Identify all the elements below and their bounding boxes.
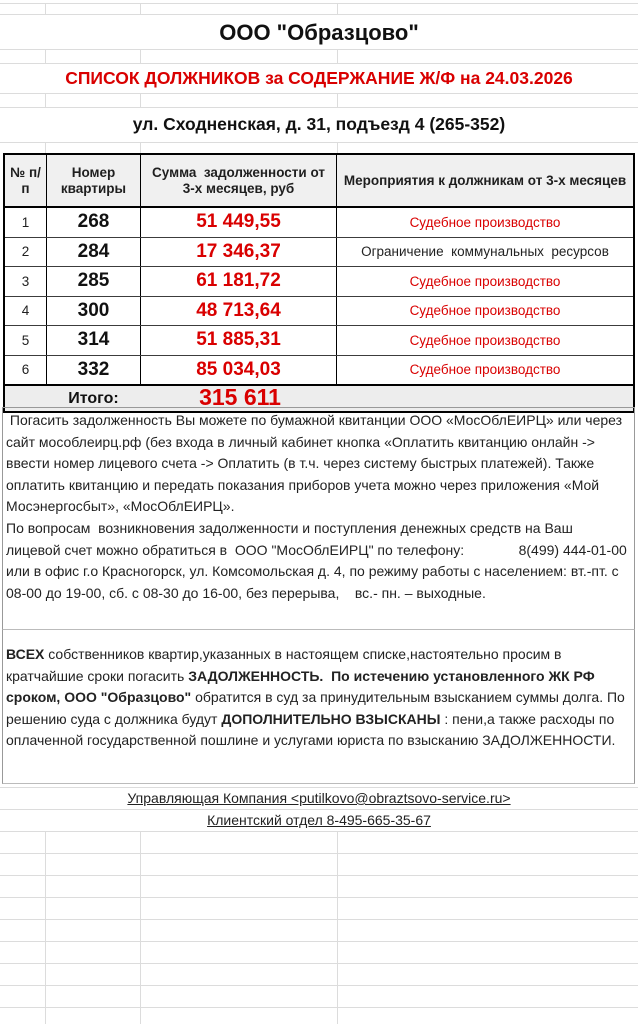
- header-row-number: № п/п: [5, 155, 47, 206]
- debtors-list-title: СПИСОК ДОЛЖНИКОВ за СОДЕРЖАНИЕ Ж/Ф на 24.03.2026: [65, 68, 573, 88]
- gridline: [140, 831, 141, 1024]
- gridline: [0, 3, 638, 4]
- table-row: [5, 238, 633, 268]
- debtor-action: Судебное производство: [409, 362, 561, 378]
- table-row: [5, 326, 633, 356]
- apartment-number: 300: [47, 297, 141, 326]
- gridline: [45, 142, 46, 153]
- warning-seg: обратится в суд за принудительным взысканием суммы долга. По решению суда с должника будут: [6, 689, 629, 727]
- warning-seg-bold: ЗАДОЛЖЕННОСТЬ. По истечению установленного ЖК РФ сроком, ООО "Образцово": [6, 667, 599, 706]
- header-actions: Мероприятия к должникам от 3-х месяцев: [343, 172, 627, 188]
- row-number: 5: [5, 326, 47, 355]
- table-row: [5, 208, 633, 238]
- gridline: [0, 985, 638, 986]
- apartment-number: 268: [47, 208, 141, 237]
- company-title: ООО "Образцово": [219, 20, 419, 45]
- apartment-number: 285: [47, 267, 141, 296]
- building-address: ул. Сходненская, д. 31, подъезд 4 (265-352): [132, 114, 506, 134]
- table-row: [5, 356, 633, 387]
- gridline: [337, 142, 338, 153]
- row-number: 4: [5, 297, 47, 326]
- gridline: [45, 3, 46, 14]
- debtor-action: Судебное производство: [409, 332, 561, 348]
- gridline: [140, 49, 141, 63]
- row-number: 6: [5, 356, 47, 385]
- debt-amount: 85 034,03: [141, 356, 337, 385]
- row-number: 3: [5, 267, 47, 296]
- apartment-number: 332: [47, 356, 141, 385]
- debtor-action: Судебное производство: [409, 273, 561, 289]
- gridline: [0, 963, 638, 964]
- gridline: [337, 49, 338, 63]
- gridline: [45, 93, 46, 107]
- row-number: 2: [5, 238, 47, 267]
- payment-paragraph-2: По вопросам возникновения задолженности и поступления денежных средств на Ваш лицевой счет можно обратиться в ООО "МосОблЕИРЦ" по телефону: 8(499) 444-01-00 или в офис г.о Красногорск, ул. Комсомольская д. 4, по режиму работы с населением: вт.-пт. с 08-00 до 19-00, сб. с 08-30 до 16-00, без перерыва, вс.- пн. – выходные.: [6, 519, 631, 601]
- gridline: [45, 831, 46, 1024]
- management-company-email-link[interactable]: Управляющая Компания <putilkovo@obraztsovo-service.ru>: [127, 790, 511, 806]
- gridline: [0, 831, 638, 832]
- gridline: [0, 919, 638, 920]
- client-department-phone-link[interactable]: Клиентский отдел 8-495-665-35-67: [207, 812, 431, 828]
- warning-paragraph: [6, 644, 631, 752]
- debt-amount: 17 346,37: [141, 238, 337, 267]
- apartment-number: 284: [47, 238, 141, 267]
- gridline: [140, 3, 141, 14]
- warning-block: [2, 630, 635, 784]
- gridline: [0, 875, 638, 876]
- header-debt-amount: Сумма задолженности от 3-х месяцев, руб: [141, 155, 337, 206]
- row-number: 1: [5, 208, 47, 237]
- gridline: [0, 142, 638, 143]
- debtor-action: Ограничение коммунальных ресурсов: [361, 244, 609, 260]
- gridline: [0, 853, 638, 854]
- debt-amount: 51 885,31: [141, 326, 337, 355]
- total-value: 315 611: [199, 384, 281, 410]
- debt-amount: 61 181,72: [141, 267, 337, 296]
- gridline: [45, 49, 46, 63]
- gridline: [337, 93, 338, 107]
- warning-seg: : пени,а также расходы по оплаченной государственной пошлине и услугами юриста по взысканию ЗАДОЛЖЕННОСТИ.: [6, 710, 619, 749]
- warning-seg-bold: ДОПОЛНИТЕЛЬНО ВЗЫСКАНЫ: [221, 710, 441, 727]
- gridline: [0, 897, 638, 898]
- table-header-row: [5, 155, 633, 208]
- payment-paragraph-1: Погасить задолженность Вы можете по бумажной квитанции ООО «МосОблЕИРЦ» или через сайт мособлеирц.рф (без входа в личный кабинет кнопка «Оплатить квитанцию онлайн -> ввести номер лицевого счета -> Оплатить (в т.ч. через систему быстрых платежей). Также оплатить квитанцию и передать показания приборов учета можно через приложения «Мой Мосэнергосбыт», «МосОблЕИРЦ».: [6, 412, 626, 515]
- debtors-table: [3, 153, 635, 413]
- total-label: Итого:: [68, 390, 119, 407]
- payment-info-block: [2, 407, 635, 630]
- warning-seg-bold: ВСЕХ: [6, 646, 45, 662]
- table-row: [5, 297, 633, 327]
- gridline: [0, 1007, 638, 1008]
- debt-amount: 48 713,64: [141, 297, 337, 326]
- debt-amount: 51 449,55: [141, 208, 337, 237]
- warning-seg: собственников квартир,указанных в настоящем списке,настоятельно просим в кратчайшие сроки погасить: [6, 646, 566, 684]
- gridline: [337, 831, 338, 1024]
- gridline: [337, 3, 338, 14]
- table-row: [5, 267, 633, 297]
- apartment-number: 314: [47, 326, 141, 355]
- header-apartment: Номер квартиры: [47, 155, 141, 206]
- gridline: [0, 941, 638, 942]
- debtor-action: Судебное производство: [409, 214, 561, 230]
- gridline: [140, 142, 141, 153]
- gridline: [0, 93, 638, 94]
- gridline: [0, 14, 638, 15]
- debtor-action: Судебное производство: [409, 303, 561, 319]
- gridline: [140, 93, 141, 107]
